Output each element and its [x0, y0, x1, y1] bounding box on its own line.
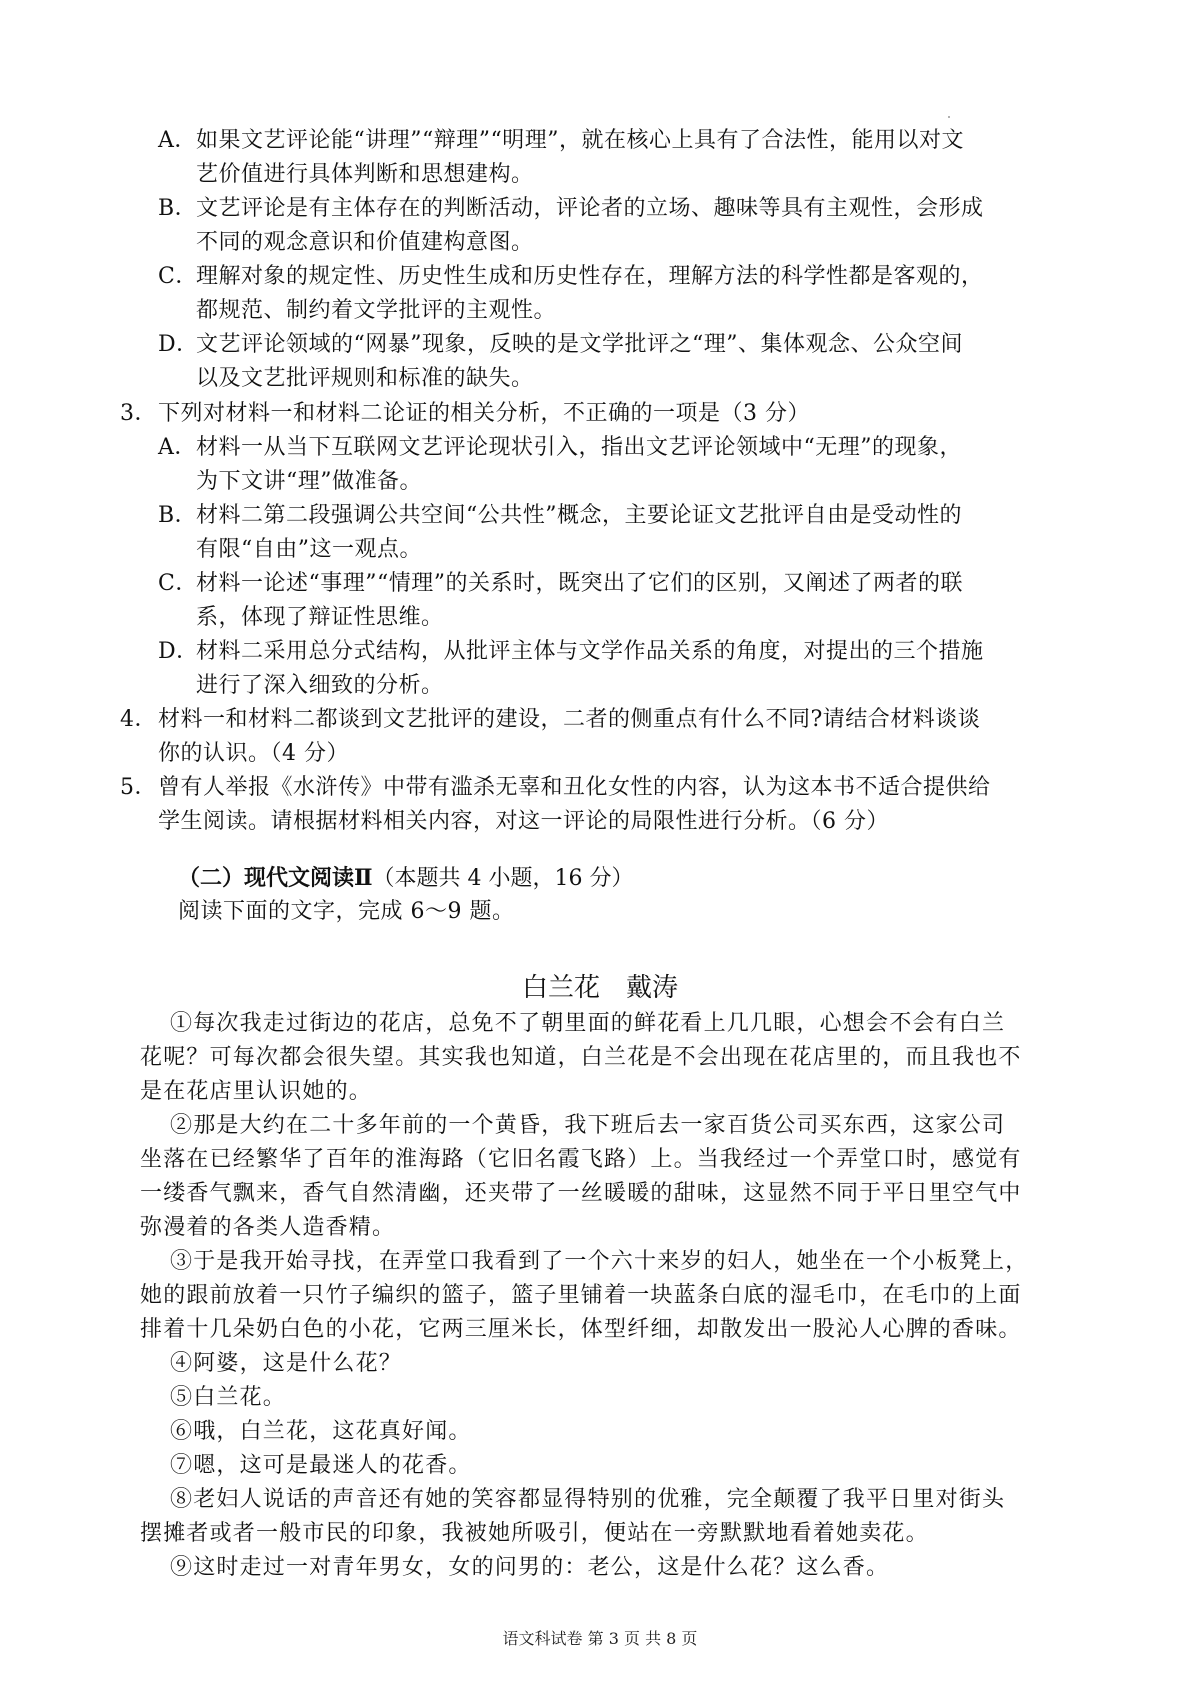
q5-line1: 5．曾有人举报《水浒传》中带有滥杀无辜和丑化女性的内容，认为这本书不适合提供给: [120, 775, 991, 800]
story-line: ③于是我开始寻找，在弄堂口我看到了一个六十来岁的妇人，她坐在一个小板凳上，: [170, 1249, 1029, 1274]
story-line: ①每次我走过街边的花店，总免不了朝里面的鲜花看上几几眼，心想会不会有白兰: [170, 1011, 1006, 1036]
story-line: 她的跟前放着一只竹子编织的篮子，篮子里铺着一块蓝条白底的湿毛巾，在毛巾的上面: [140, 1283, 1022, 1308]
q4-line2: 你的认识。（4 分）: [158, 741, 349, 766]
section2-heading: （二）现代文阅读Ⅱ（本题共 4 小题，16 分）: [178, 865, 634, 891]
q2-option-d-line1: D．文艺评论领域的“网暴”现象，反映的是文学批评之“理”、集体观念、公众空间: [158, 332, 963, 357]
story-author: 戴涛: [626, 973, 679, 1003]
story-line: 摆摊者或者一般市民的印象，我被她所吸引，便站在一旁默默地看着她卖花。: [140, 1521, 929, 1546]
q2-option-c-line2: 都规范、制约着文学批评的主观性。: [196, 298, 557, 323]
story-line: ⑦嗯，这可是最迷人的花香。: [170, 1453, 472, 1478]
q2-option-a-line1: A．如果文艺评论能“讲理”“辩理”“明理”，就在核心上具有了合法性，能用以对文: [158, 128, 964, 153]
story-title: [0, 970, 1200, 1006]
story-line: ⑤白兰花。: [170, 1385, 287, 1410]
story-line: ⑥哦，白兰花，这花真好闻。: [170, 1419, 472, 1444]
q2-option-b-line2: 不同的观念意识和价值建构意图。: [196, 230, 534, 255]
scan-speck: [948, 116, 950, 118]
story-line: 一缕香气飘来，香气自然清幽，还夹带了一丝暖暖的甜味，这显然不同于平日里空气中: [140, 1181, 1022, 1206]
story-line: 花呢？可每次都会很失望。其实我也知道，白兰花是不会出现在花店里的，而且我也不: [140, 1045, 1022, 1070]
q4-line1: 4．材料一和材料二都谈到文艺批评的建设，二者的侧重点有什么不同?请结合材料谈谈: [120, 707, 981, 732]
q3-option-b-line2: 有限“自由”这一观点。: [196, 537, 422, 562]
q3-option-c-line1: C．材料一论述“事理”“情理”的关系时，既突出了它们的区别，又阐述了两者的联: [158, 571, 963, 596]
story-line: ⑧老妇人说话的声音还有她的笑容都显得特别的优雅，完全颠覆了我平日里对街头: [170, 1487, 1006, 1512]
q3-stem: 3．下列对材料一和材料二论证的相关分析，不正确的一项是（3 分）: [120, 401, 810, 426]
q3-option-a-line1: A．材料一从当下互联网文艺评论现状引入，指出文艺评论领域中“无理”的现象，: [158, 435, 962, 460]
q3-option-d-line2: 进行了深入细致的分析。: [196, 673, 444, 698]
q3-option-b-line1: B．材料二第二段强调公共空间“公共性”概念，主要论证文艺批评自由是受动性的: [158, 503, 962, 528]
story-title-text: 白兰花: [521, 973, 600, 1003]
story-line: ④阿婆，这是什么花？: [170, 1351, 403, 1376]
story-line: 弥漫着的各类人造香精。: [140, 1215, 396, 1240]
q3-option-a-line2: 为下文讲“理”做准备。: [196, 469, 422, 494]
story-line: 排着十几朵奶白色的小花，它两三厘米长，体型纤细，却散发出一股沁人心脾的香味。: [140, 1317, 1022, 1342]
story-line: 坐落在已经繁华了百年的淮海路（它旧名霞飞路）上。当我经过一个弄堂口时，感觉有: [140, 1147, 1022, 1172]
q2-option-c-line1: C．理解对象的规定性、历史性生成和历史性存在，理解方法的科学性都是客观的，: [158, 264, 984, 289]
story-line: ⑨这时走过一对青年男女，女的问男的：老公，这是什么花？这么香。: [170, 1555, 890, 1580]
q5-line2: 学生阅读。请根据材料相关内容，对这一评论的局限性进行分析。（6 分）: [158, 809, 889, 834]
page-footer: 语文科试卷 第 3 页 共 8 页: [502, 1629, 698, 1648]
q3-option-c-line2: 系，体现了辩证性思维。: [196, 605, 444, 630]
story-line: ②那是大约在二十多年前的一个黄昏，我下班后去一家百货公司买东西，这家公司: [170, 1113, 1006, 1138]
story-line: 是在花店里认识她的。: [140, 1079, 373, 1104]
section2-instruction: 阅读下面的文字，完成 6～9 题。: [178, 899, 515, 924]
q2-option-d-line2: 以及文艺批评规则和标准的缺失。: [196, 366, 534, 391]
q2-option-b-line1: B．文艺评论是有主体存在的判断活动，评论者的立场、趣味等具有主观性，会形成: [158, 196, 984, 221]
q2-option-a-line2: 艺价值进行具体判断和思想建构。: [196, 162, 534, 187]
q3-option-d-line1: D．材料二采用总分式结构，从批评主体与文学作品关系的角度，对提出的三个措施: [158, 639, 984, 664]
